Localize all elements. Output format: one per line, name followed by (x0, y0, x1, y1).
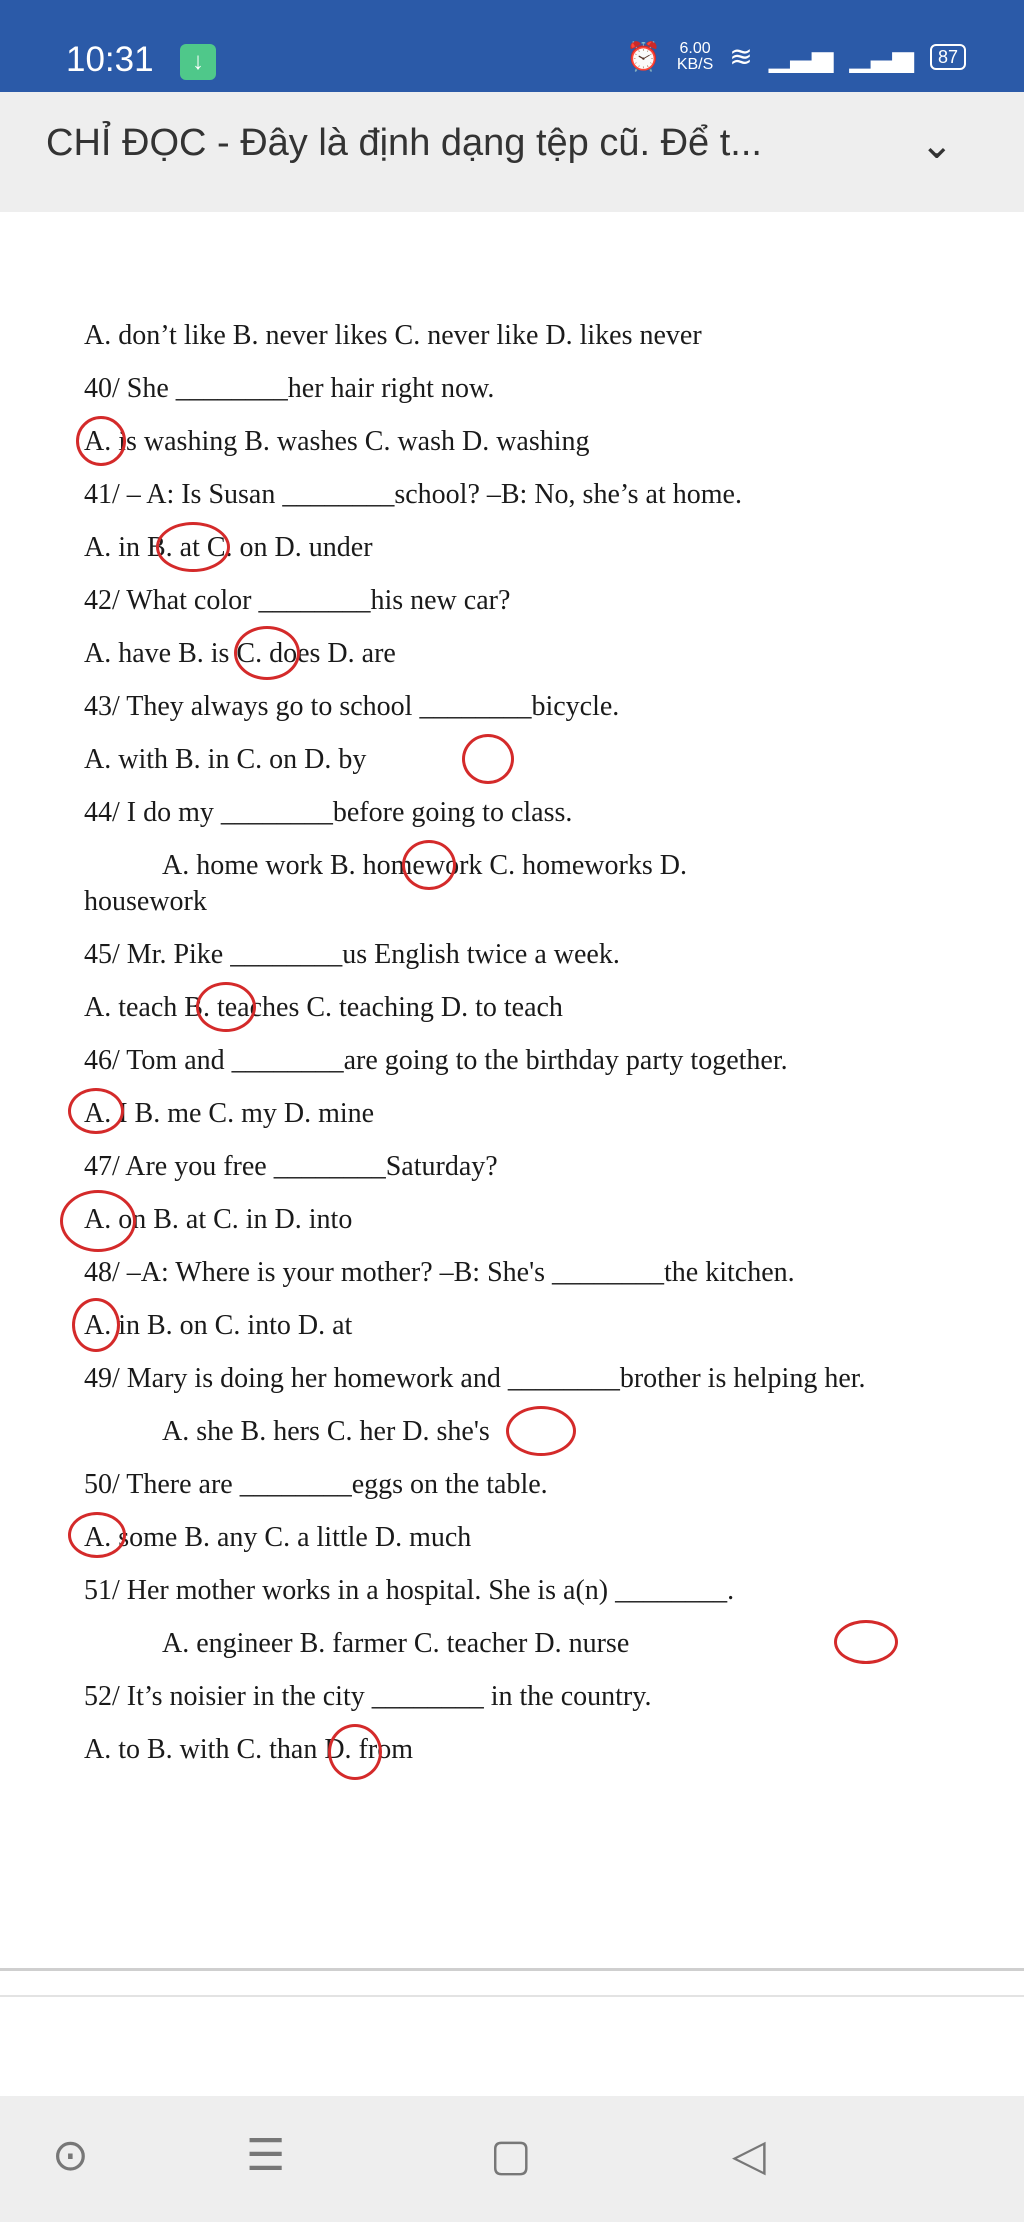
answer-circle-q46 (68, 1088, 124, 1134)
wifi-icon: ≋ (729, 41, 753, 72)
menu-icon[interactable]: ☰ (246, 2130, 286, 2181)
app-bar (0, 92, 1024, 212)
answer-circle-q42 (234, 626, 300, 680)
download-icon: ↓ (180, 44, 216, 80)
status-bar (0, 0, 1024, 92)
answer-circle-q45 (196, 982, 256, 1032)
q44: 44/ I do my ________before going to class. (84, 797, 573, 828)
q43: 43/ They always go to school ________bicycle. (84, 691, 620, 722)
status-time: 10:31 (66, 40, 154, 79)
answer-circle-q47 (60, 1190, 136, 1252)
answer-circle-q43 (462, 734, 514, 784)
q42-options: A. have B. is C. does D. are (84, 638, 396, 669)
page-title[interactable]: CHỈ ĐỌC - Đây là định dạng tệp cũ. Để t... (46, 122, 762, 164)
q44-options-2: housework (84, 886, 207, 917)
document-view[interactable] (0, 212, 1024, 1972)
q46: 46/ Tom and ________are going to the birthday party together. (84, 1045, 788, 1076)
answer-circle-q41 (156, 522, 230, 572)
answer-circle-q40 (76, 416, 126, 466)
q41: 41/ – A: Is Susan ________school? –B: No, she’s at home. (84, 479, 742, 510)
answer-circle-q48 (72, 1298, 120, 1352)
q44-options: A. home work B. homework C. homeworks D. (162, 850, 687, 881)
back-icon[interactable]: ◁ (732, 2130, 766, 2181)
q50: 50/ There are ________eggs on the table. (84, 1469, 548, 1500)
q51-options: A. engineer B. farmer C. teacher D. nurse (162, 1628, 630, 1659)
record-icon[interactable]: ⊙ (52, 2130, 89, 2181)
answer-circle-q44 (402, 840, 456, 890)
signal-icon-2: ▁▃▅ (849, 41, 914, 72)
q42: 42/ What color ________his new car? (84, 585, 511, 616)
q47: 47/ Are you free ________Saturday? (84, 1151, 498, 1182)
q51: 51/ Her mother works in a hospital. She is a(n) ________. (84, 1575, 735, 1606)
q48-options: A. in B. on C. into D. at (84, 1310, 353, 1341)
q39-options: A. don’t like B. never likes C. never like D. likes never (84, 320, 702, 351)
status-icons (626, 40, 966, 73)
divider-2 (0, 1995, 1024, 1997)
divider (0, 1968, 1024, 1971)
alarm-icon: ⏰ (625, 41, 661, 72)
q48: 48/ –A: Where is your mother? –B: She's ________the kitchen. (84, 1257, 795, 1288)
q43-options: A. with B. in C. on D. by (84, 744, 367, 775)
q50-options: A. some B. any C. a little D. much (84, 1522, 472, 1553)
signal-icon: ▁▃▅ (768, 41, 834, 72)
q49-options: A. she B. hers C. her D. she's (162, 1416, 490, 1447)
q49: 49/ Mary is doing her homework and ________brother is helping her. (84, 1363, 866, 1394)
answer-circle-q52 (328, 1724, 382, 1780)
q41-options: A. in B. at C. on D. under (84, 532, 373, 563)
q40: 40/ She ________her hair right now. (84, 373, 495, 404)
home-icon[interactable]: ▢ (490, 2130, 532, 2181)
q46-options: A. I B. me C. my D. mine (84, 1098, 375, 1129)
q47-options: A. on B. at C. in D. into (84, 1204, 353, 1235)
chevron-down-icon[interactable]: ⌄ (920, 123, 954, 167)
q40-options: A. is washing B. washes C. wash D. washing (84, 426, 590, 457)
battery-icon: 87 (930, 44, 966, 70)
q52-options: A. to B. with C. than D. from (84, 1734, 413, 1765)
q52: 52/ It’s noisier in the city ________ in the country. (84, 1681, 652, 1712)
answer-circle-q49 (506, 1406, 576, 1456)
network-speed: 6.00 KB/S (676, 39, 714, 73)
q45-options: A. teach B. teaches C. teaching D. to teach (84, 992, 563, 1023)
q45: 45/ Mr. Pike ________us English twice a week. (84, 939, 620, 970)
answer-circle-q51 (834, 1620, 898, 1664)
answer-circle-q50 (68, 1512, 126, 1558)
